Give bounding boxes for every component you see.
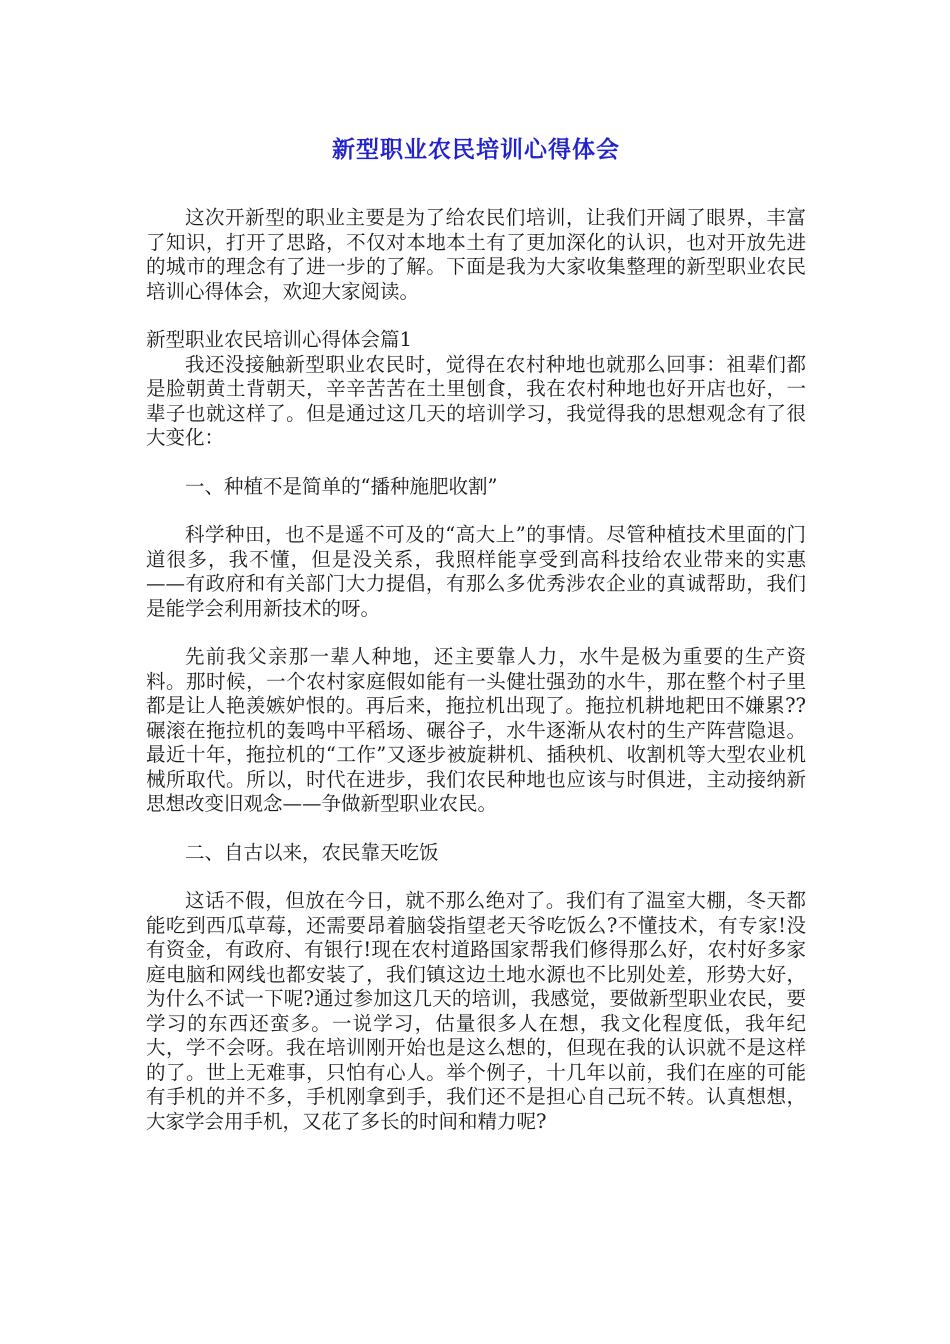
intro-paragraph: 这次开新型的职业主要是为了给农民们培训，让我们开阔了眼界，丰富了知识，打开了思路，不仅对本地本土有了更加深化的认识，也对开放先进的城市的理念有了进一步的了解。下面是我为大家收集整理的新型职业农民培训心得体会，欢迎大家阅读。 — [146, 206, 806, 303]
document-page — [146, 130, 806, 1134]
section-heading: 新型职业农民培训心得体会篇1 — [146, 328, 412, 351]
body-paragraph: 科学种田，也不是遥不可及的“高大上”的事情。尽管种植技术里面的门道很多，我不懂，但是没关系，我照样能享受到高科技给农业带来的实惠——有政府和有关部门大力提倡，有那么多优秀涉农企业的真诚帮助，我们是能学会利用新技术的呀。 — [146, 523, 806, 620]
body-paragraph: 先前我父亲那一辈人种地，还主要靠人力，水牛是极为重要的生产资料。那时候，一个农村家庭假如能有一头健壮强劲的水牛，那在整个村子里都是让人艳羡嫉妒恨的。再后来，拖拉机出现了。拖拉机耕地耙田不嫌累??碾滚在拖拉机的轰鸣中平稻场、碾谷子，水牛逐渐从农村的生产阵营隐退。最近十年，拖拉机的“工作”又逐步被旋耕机、插秧机、收割机等大型农业机械所取代。所以，时代在进步，我们农民种地也应该与时俱进，主动接纳新思想改变旧观念——争做新型职业农民。 — [146, 645, 806, 815]
body-paragraph: 这话不假，但放在今日，就不那么绝对了。我们有了温室大棚，冬天都能吃到西瓜草莓，还需要昂着脑袋指望老天爷吃饭么?不懂技术，有专家!没有资金，有政府、有银行!现在农村道路国家帮我们修得那么好，农村好多家庭电脑和网线也都安装了，我们镇这边土地水源也不比别处差，形势大好，为什么不试一下呢?通过参加这几天的培训，我感觉，要做新型职业农民，要学习的东西还蛮多。一说学习，估量很多人在想，我文化程度低，我年纪大，学不会呀。我在培训刚开始也是这么想的，但现在我的认识就不是这样的了。世上无难事，只怕有心人。举个例子，十几年以前，我们在座的可能有手机的并不多，手机刚拿到手，我们还不是担心自己玩不转。认真想想，大家学会用手机，又花了多长的时间和精力呢? — [146, 889, 806, 1133]
subheading-weather: 二、自古以来，农民靠天吃饭 — [185, 840, 439, 864]
document-title: 新型职业农民培训心得体会 — [332, 137, 620, 163]
subheading-planting: 一、种植不是简单的“播种施肥收割” — [185, 474, 498, 498]
body-paragraph: 我还没接触新型职业农民时，觉得在农村种地也就那么回事：祖辈们都是脸朝黄土背朝天，辛辛苦苦在土里刨食，我在农村种地也好开店也好，一辈子也就这样了。但是通过这几天的培训学习，我觉得我的思想观念有了很大变化： — [146, 352, 806, 449]
